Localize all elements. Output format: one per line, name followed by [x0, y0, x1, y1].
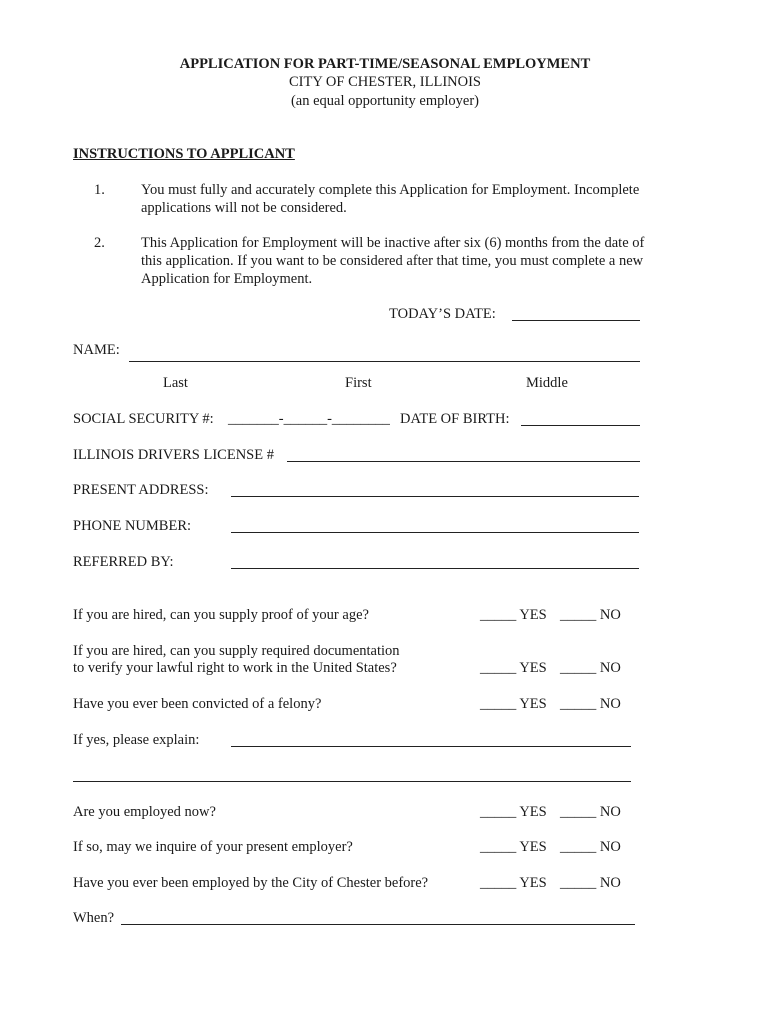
last-name-caption: Last: [163, 375, 188, 391]
instruction-number: 1.: [94, 182, 105, 198]
address-field[interactable]: [231, 496, 639, 497]
instruction-text: this application. If you want to be considered after that time, you must complete a new: [141, 253, 644, 269]
no-option[interactable]: _____ NO: [560, 660, 621, 676]
question-proof-of-age: If you are hired, can you supply proof of your age?: [73, 607, 369, 623]
todays-date-label: TODAY’S DATE:: [389, 306, 496, 322]
yes-option[interactable]: _____ YES: [480, 660, 547, 676]
ssn-label: SOCIAL SECURITY #:: [73, 411, 214, 427]
form-subtitle: (an equal opportunity employer): [290, 93, 480, 109]
todays-date-field[interactable]: [512, 320, 640, 321]
yes-option[interactable]: _____ YES: [480, 696, 547, 712]
ssn-field[interactable]: _______-______-________: [228, 411, 390, 427]
explain-field[interactable]: [231, 746, 631, 747]
question-employed-now: Are you employed now?: [73, 804, 216, 820]
question-felony: Have you ever been convicted of a felony?: [73, 696, 322, 712]
dob-field[interactable]: [521, 425, 640, 426]
referred-field[interactable]: [231, 568, 639, 569]
yes-option[interactable]: _____ YES: [480, 804, 547, 820]
phone-field[interactable]: [231, 532, 639, 533]
first-name-caption: First: [345, 375, 372, 391]
yes-option[interactable]: _____ YES: [480, 875, 547, 891]
instruction-number: 2.: [94, 235, 105, 251]
license-field[interactable]: [287, 461, 640, 462]
when-field[interactable]: [121, 924, 635, 925]
instruction-text: applications will not be considered.: [141, 200, 347, 216]
no-option[interactable]: _____ NO: [560, 875, 621, 891]
no-option[interactable]: _____ NO: [560, 696, 621, 712]
form-title: APPLICATION FOR PART-TIME/SEASONAL EMPLOYMENT: [179, 56, 591, 72]
no-option[interactable]: _____ NO: [560, 839, 621, 855]
yes-option[interactable]: _____ YES: [480, 607, 547, 623]
dob-label: DATE OF BIRTH:: [400, 411, 510, 427]
license-label: ILLINOIS DRIVERS LICENSE #: [73, 447, 274, 463]
explain-field-continued[interactable]: [73, 781, 631, 782]
instructions-heading: INSTRUCTIONS TO APPLICANT: [73, 146, 295, 162]
question-inquire-employer: If so, may we inquire of your present employer?: [73, 839, 353, 855]
middle-name-caption: Middle: [526, 375, 568, 391]
instruction-text: This Application for Employment will be inactive after six (6) months from the date of: [141, 235, 645, 251]
no-option[interactable]: _____ NO: [560, 804, 621, 820]
name-label: NAME:: [73, 342, 120, 358]
no-option[interactable]: _____ NO: [560, 607, 621, 623]
instruction-text: Application for Employment.: [141, 271, 313, 287]
question-work-authorization-line2: to verify your lawful right to work in the United States?: [73, 660, 397, 676]
question-previous-city-employment: Have you ever been employed by the City of Chester before?: [73, 875, 429, 891]
question-work-authorization: If you are hired, can you supply required documentation: [73, 643, 400, 659]
when-label: When?: [73, 910, 115, 926]
city-name: CITY OF CHESTER, ILLINOIS: [289, 74, 481, 90]
instruction-text: You must fully and accurately complete this Application for Employment. Incomplete: [141, 182, 640, 198]
phone-label: PHONE NUMBER:: [73, 518, 192, 534]
referred-label: REFERRED BY:: [73, 554, 174, 570]
explain-label: If yes, please explain:: [73, 732, 200, 748]
name-field[interactable]: [129, 361, 640, 362]
address-label: PRESENT ADDRESS:: [73, 482, 209, 498]
yes-option[interactable]: _____ YES: [480, 839, 547, 855]
